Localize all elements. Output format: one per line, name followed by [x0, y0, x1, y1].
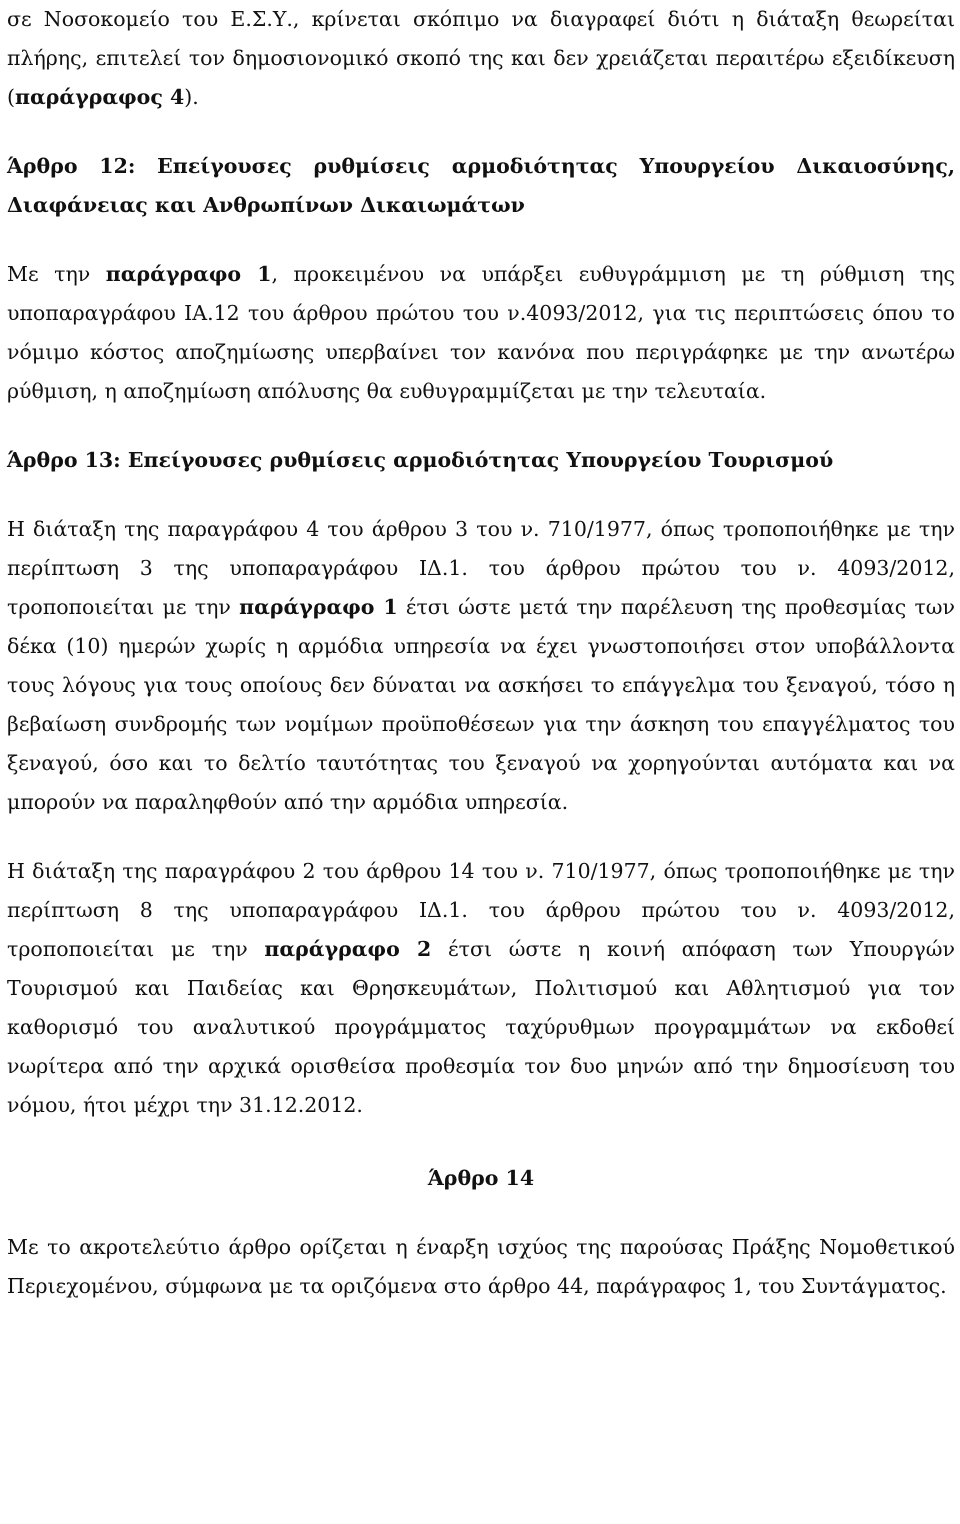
article-14-body: Με το ακροτελεύτιο άρθρο ορίζεται η έναρξη ισχύος της παρούσας Πράξης Νομοθετικού Περιεχομένου, σύμφωνα με τα οριζόμενα στο άρθρο 44, παράγραφος 1, του Συντάγματος. [7, 1235, 955, 1298]
article-12-heading: Άρθρο 12: Επείγουσες ρυθμίσεις αρμοδιότητας Υπουργείου Δικαιοσύνης, Διαφάνειας και Ανθρωπίνων Δικαιωμάτων [7, 154, 955, 217]
article-12-body-bold: παράγραφο 1 [105, 262, 272, 286]
article-13-paragraph-2 [7, 852, 955, 1125]
article-13-paragraph-1 [7, 510, 955, 822]
intro-bold-ref: παράγραφος 4 [15, 85, 185, 109]
article-12-body [7, 255, 955, 411]
intro-tail: ). [184, 85, 199, 109]
article-13-heading: Άρθρο 13: Επείγουσες ρυθμίσεις αρμοδιότητας Υπουργείου Τουρισμού [7, 448, 834, 472]
article-13-p2-bold: παράγραφο 2 [264, 937, 432, 961]
article-13-p1-post: έτσι ώστε μετά την παρέλευση της προθεσμίας των δέκα (10) ημερών χωρίς η αρμόδια υπηρεσία να έχει γνωστοποιήσει στον υποβάλλοντα τους λόγους για τους οποίους δεν δύναται να ασκήσει το επάγγελμα του ξεναγού, τόσο η βεβαίωση συνδρομής των νομίμων προϋποθέσεων για την άσκηση του επαγγέλματος του ξεναγού, όσο και το δελτίο ταυτότητας του ξεναγού να χορηγούνται αυτόματα και να μπορούν να παραληφθούν από την αρμόδια υπηρεσία. [7, 595, 955, 814]
intro-text: σε Νοσοκομείο του Ε.Σ.Υ., κρίνεται σκόπιμο να διαγραφεί διότι η διάταξη θεωρείται πλήρης, επιτελεί τον δημοσιονομικό σκοπό της και δεν χρειάζεται περαιτέρω εξειδίκευση ( [7, 7, 955, 109]
article-13-p1-bold: παράγραφο 1 [239, 595, 398, 619]
article-13-p2-pre: Η διάταξη της παραγράφου 2 του άρθρου 14 του ν. 710/1977, όπως τροποποιήθηκε με την περίπτωση 8 της υποπαραγράφου ΙΔ.1. του άρθρου πρώτου του ν. 4093/2012, τροποποιείται με την [7, 859, 955, 961]
intro-paragraph [7, 0, 955, 117]
article-14-heading: Άρθρο 14 [427, 1166, 535, 1190]
article-12-body-post: , προκειμένου να υπάρξει ευθυγράμμιση με τη ρύθμιση της υποπαραγράφου ΙΑ.12 του άρθρου πρώτου του ν.4093/2012, για τις περιπτώσεις όπου το νόμιμο κόστος αποζημίωσης υπερβαίνει τον κανόνα που περιγράφηκε με την ανωτέρω ρύθμιση, η αποζημίωση απόλυσης θα ευθυγραμμίζεται με την τελευταία. [7, 262, 955, 403]
document-page [7, 0, 955, 1306]
article-13-p1-pre: Η διάταξη της παραγράφου 4 του άρθρου 3 του ν. 710/1977, όπως τροποποιήθηκε με την περίπτωση 3 της υποπαραγράφου ΙΔ.1. του άρθρου πρώτου του ν. 4093/2012, τροποποιείται με την [7, 517, 955, 619]
article-12-body-pre: Με την [7, 262, 106, 286]
article-13-p2-post: έτσι ώστε η κοινή απόφαση των Υπουργών Τουρισμού και Παιδείας και Θρησκευμάτων, Πολιτισμού και Αθλητισμού για τον καθορισμό του αναλυτικού προγράμματος ταχύρυθμων προγραμμάτων να εκδοθεί νωρίτερα από την αρχικά ορισθείσα προθεσμία τον δυο μηνών από την δημοσίευση του νόμου, ήτοι μέχρι την 31.12.2012. [7, 937, 955, 1117]
